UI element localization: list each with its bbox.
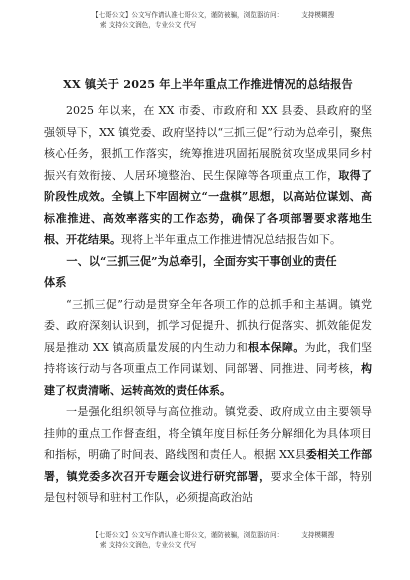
banner-line-2: 索 支持公文润色，专业公文 代写 [100,21,197,29]
intro-bold-text: 取得了阶段性成效。全镇上下牢固树立“一盘棋”思想，以高站位谋划、高标准推进、高效率落实的工作态势，确保了各项部署要求落地生根、开花结果。 [44,168,373,246]
section-1-p1-bold: 根本保障。 [248,340,305,354]
section-1-p2-text: 一是强化组织领导与高位推动。镇党委、政府成立由主要领导挂帅的重点工作督查组，将全镇年度目标任务分解细化为具体项目和指标，明确了时间表、路线图和责任人。根据 XX县 [44,405,372,461]
section-1-p2-bold: 委相关工作部署，镇党委多次召开专题会议进行研究部署， [44,448,372,483]
banner-text: 【七哥公文】公文写作请认准七哥公文，谨防被骗，浏览器访问： [92,11,284,19]
document-title: XX 镇关于 2025 年上半年重点工作推进情况的总结报告 [63,77,353,91]
footer-banner-line-1 [92,530,392,540]
footer-banner-text: 【七哥公文】公文写作请认准七哥公文，谨防被骗，浏览器访问： [92,531,284,539]
intro-text: 2025 年以来，在 XX 市委、市政府和 XX 县委、县政府的坚强领导下，XX 镇党委、政府坚持以“三抓三促”行动为总牵引，聚焦核心任务，狠抓工作落实，统筹推进巩固拓展脱贫攻坚成果同乡村振兴有效衔接、人居环境整治、民生保障等各项重点工作， [44,104,372,182]
section-1-heading-line-2: 体系 [44,275,67,289]
section-1-p1-bold-2: 构建了权责清晰、运转高效的责任体系。 [44,362,372,397]
section-1-p1-text-2: 为此，我们坚持将该行动与各项重点工作同谋划、同部署、同推进、同考核， [44,340,373,375]
intro-paragraph [44,100,372,251]
footer-banner-line-2: 索 支持公文润色，专业公文 代写 [100,541,197,549]
banner-line-1 [92,10,392,20]
section-1-paragraph-1 [44,294,372,402]
intro-text-end: 现将上半年重点工作推进情况总结报告如下。 [121,233,341,246]
section-1-paragraph-2 [44,401,372,509]
footer-banner [92,530,392,550]
section-1-heading-line-1: 一、以“三抓三促”为总牵引，全面夯实干事创业的责任 [66,253,337,268]
section-1-p2-text-2: 要求全体干部，特别是包村领导和驻村工作队，必须提高政治站 [44,469,373,504]
footer-banner-search-hint: 支持模糊搜 [301,531,335,539]
section-1-heading [44,251,372,294]
section-1-p1-text: “三抓三促”行动是贯穿全年各项工作的总抓手和主基调。镇党委、政府深刻认识到，抓学习促提升、抓执行促落实、抓效能促发展是推动 XX 镇高质量发展的内生动力和 [44,297,372,354]
header-banner [92,10,392,30]
banner-search-hint: 支持模糊搜 [301,11,335,19]
document-body [44,76,372,509]
